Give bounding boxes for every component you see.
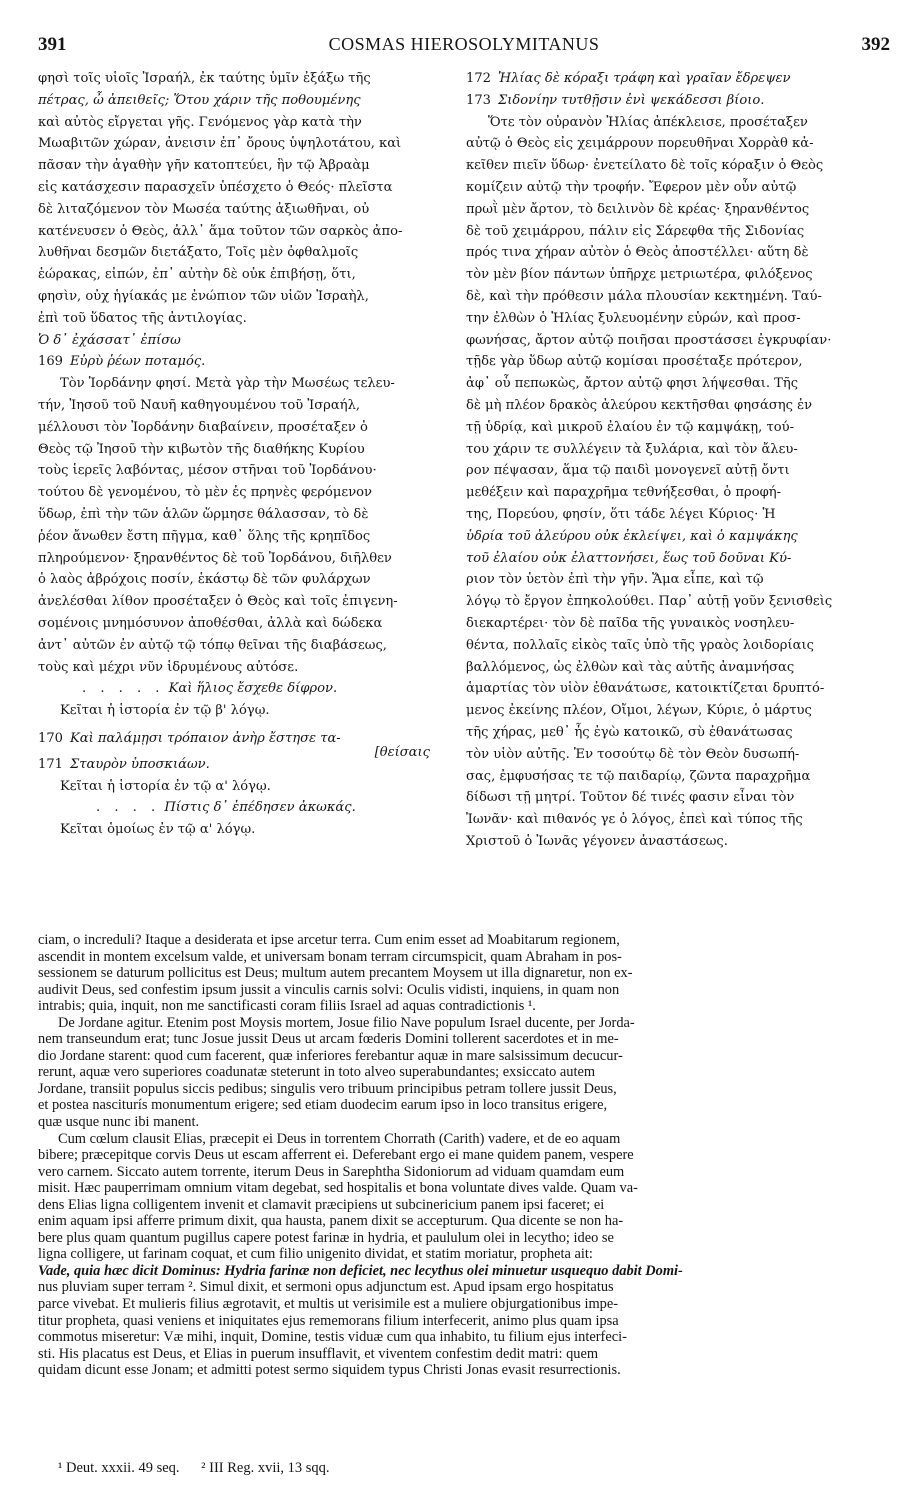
text-line: αὐτῷ ὁ Θεὸς εἰς χειμάρρουν πορευθῆναι Χορρὰθ κἀ- bbox=[466, 136, 814, 152]
text-line: πρωῒ μὲν ἄρτον, τὸ δειλινὸν δὲ κρέας· ξηρανθέντος bbox=[466, 201, 810, 217]
verse-number: 171 bbox=[38, 756, 63, 772]
text-line: λυθῆναι δεσμῶν διετάξατο, Τοῖς μὲν ὀφθαλμοῖς bbox=[38, 245, 359, 261]
text-line: Jordane, transiit populus siccis pedibus; singulis vero tribuum principibus petram tollere jussit Deus, bbox=[38, 1080, 617, 1097]
page-number-right: 392 bbox=[861, 34, 890, 55]
text-line: ἁμαρτίας τὸν υἱὸν ἐθανάτωσε, κατοικτίζεται δρυπτό- bbox=[466, 681, 825, 697]
text-line: ἀφ᾽ οὗ πεπωκὼς, ἄρτον αὐτῷ φησι λήψεσθαι. Τῆς bbox=[466, 376, 799, 392]
source-note: Κεῖται ἡ ἱστορία ἐν τῷ α' λόγῳ. bbox=[60, 778, 271, 794]
latin-paragraph-2 bbox=[38, 1015, 890, 1131]
text-line: Cum cœlum clausit Elias, præcepit ei Deus in torrentem Chorrath (Carith) vadere, et de eo aquam bbox=[58, 1130, 621, 1147]
verse-173 bbox=[466, 90, 886, 112]
ellipsis-dots: . . . . bbox=[96, 800, 161, 816]
text-line: τὸν υἱὸν αὐτῆς. Ἐν τοσούτῳ δὲ τὸν Θεὸν δυσωπή- bbox=[466, 746, 800, 762]
latin-paragraph-1 bbox=[38, 932, 890, 1015]
text-line: quæ usque nunc ibi manent. bbox=[38, 1114, 200, 1131]
text-line: parce vivebat. Et mulieris filius ægrotavit, et multis ut verisimile est a muliere objurgationibus impe- bbox=[38, 1296, 619, 1313]
text-line: ligna colligere, ut farinam coquat, et cum filio unigenito dividat, et statim moriatur, propheta ait: bbox=[38, 1246, 593, 1263]
text-line: φωνήσας, ἄρτον αὐτῷ ποιῆσαι προστάσσει ἐγκρυφίαν· bbox=[466, 332, 832, 348]
text-line: Vade, quia hæc dicit Dominus: Hydria farinæ non deficiet, nec lecythus olei minuetur usquequo dabit Domi- bbox=[38, 1262, 683, 1279]
page-number-left: 391 bbox=[38, 34, 67, 55]
text-line: ὑδρία τοῦ ἀλεύρου οὐκ ἐκλείψει, καὶ ὁ καμψάκης bbox=[466, 528, 798, 544]
verse-quote: Ὁ δ᾽ ἐχάσσατ᾽ ἐπίσω bbox=[38, 332, 181, 348]
text-line: τούτου δὲ γενομένου, τὸ μὲν ἐς πρηνὲς φερόμενον bbox=[38, 485, 373, 501]
text-line: intrabis; quia, inquit, non me sanctificasti coram filiis Israel ad aquas contradictionis ¹. bbox=[38, 998, 536, 1015]
text-line: σας, ἐμφυσήσας τε τῷ παιδαρίῳ, ζῶντα παραχρῆμα bbox=[466, 768, 811, 784]
text-line: τοῦ ἐλαίου οὐκ ἐλαττονήσει, ἕως τοῦ δοῦναι Κύ- bbox=[466, 550, 792, 566]
text-line: ἀνελέσθαι λίθον προσέταξεν ὁ Θεὸς καὶ τοῖς ἐπιγενη- bbox=[38, 594, 398, 610]
footnote-2: ² III Reg. xvii, 13 sqq. bbox=[201, 1460, 330, 1476]
text-line: ῥέον ἄνωθεν ἔστη πῆγμα, καθ᾽ ὅλης τῆς κρηπῖδος bbox=[38, 528, 371, 544]
verse-text: Σταυρὸν ὑποσκιάων. bbox=[70, 756, 210, 772]
text-line: λόγῳ τὸ ἔργον ἐπηκολούθει. Παρ᾽ αὐτῇ γοῦν ξενισθεὶς bbox=[466, 594, 833, 610]
text-line: τοὺς ἱερεῖς λαβόντας, μέσον στῆναι τοῦ Ἰορδάνου· bbox=[38, 463, 377, 479]
text-line: nus pluviam super terram ². Simul dixit, et sermoni opus adjunctum est. Apud ipsam ergo hospitatus bbox=[38, 1279, 614, 1296]
greek-column-right bbox=[466, 68, 886, 853]
verse-number: 173 bbox=[466, 92, 491, 108]
right-paragraph bbox=[466, 112, 886, 853]
text-line: κατένευσεν ὁ Θεὸς, ἀλλ᾽ ἅμα τοῦτον τῶν σαρκὸς ἀπο- bbox=[38, 223, 403, 239]
text-line: θέντα, πολλαῖς εἰκὸς ταῖς ὑπὸ τῆς γραὸς λοιδορίαις bbox=[466, 637, 814, 653]
text-line: ὁ λαὸς ἀβρόχοις ποσίν, ἑκάστῳ δὲ τῶν φυλάρχων bbox=[38, 572, 371, 588]
text-line: sti. His placatus est Deus, et Elias in puerum insufflavit, et viventem confestim dedit matri: quem bbox=[38, 1345, 599, 1362]
left-paragraph-2 bbox=[38, 373, 438, 678]
text-line: καὶ αὐτὸς εἴργεται γῆς. Γενόμενος γὰρ κατὰ τὴν bbox=[38, 114, 362, 130]
text-line: dens Elias ligna colligentem invenit et clamavit præcipiens ut subcinericium panem ipsi faceret; ei bbox=[38, 1196, 605, 1213]
verse-continuation: [θείσαις bbox=[374, 744, 430, 760]
text-line: δὲ, καὶ τὴν πρόθεσιν μάλα πλουσίαν κεκτημένη. Ταύ- bbox=[466, 288, 822, 304]
text-line: Μωαβιτῶν χώραν, ἀνεισιν ἐπ᾽ ὄρους ὑψηλοτάτου, καὶ bbox=[38, 136, 402, 152]
footnote-1: ¹ Deut. xxxii. 49 seq. bbox=[58, 1460, 180, 1476]
text-line: τήν, Ἰησοῦ τοῦ Ναυῆ καθηγουμένου τοῦ Ἰσραήλ, bbox=[38, 397, 361, 413]
text-line: bere plus quam quantum pugillus capere potest farinæ in hydria, et paululum olei in lecytho; ideo se bbox=[38, 1229, 614, 1246]
verse-text: Ἠλίας δὲ κόραξι τράφη καὶ γραῖαν ἔδρεψεν bbox=[498, 71, 791, 86]
text-line: τῆς χήρας, μεθ᾽ ἧς ἐγὼ κατοικῶ, σὺ ἐθανάτωσας bbox=[466, 724, 793, 740]
text-line: πρός τινα χήραν αὐτὸν ὁ Θεὸς ἀποστέλλει· αὕτη δὲ bbox=[466, 245, 809, 261]
text-line: rerunt, aquæ vero superiores coadunatæ steterunt in toto alveo superabundantes; exsiccato autem bbox=[38, 1064, 596, 1081]
text-line: δὲ μὴ πλέον δρακὸς ἀλεύρου κεκτῆσθαι φησάσης ἐν bbox=[466, 397, 813, 413]
text-line: μενος ἐκείνης πλέον, Οἴμοι, λέγων, Κύριε, ὁ μάρτυς bbox=[466, 703, 812, 719]
text-line: κομίζειν αὐτῷ τὴν τροφήν. Ἔφερον μὲν οὖν αὐτῷ bbox=[466, 179, 797, 195]
text-line: πᾶσαν τὴν ἀγαθὴν γῆν κατοπτεύει, ἣν τῷ Ἀβραὰμ bbox=[38, 158, 370, 174]
running-head bbox=[38, 34, 890, 56]
verse-169 bbox=[38, 351, 438, 373]
text-line: Ὅτε τὸν οὐρανὸν Ἠλίας ἀπέκλεισε, προσέταξεν bbox=[488, 114, 808, 130]
text-line: σομένοις μνημόσυνον ἀποθέσθαι, ἀλλὰ καὶ δώδεκα bbox=[38, 615, 383, 631]
text-line: bibere; præcepitque corvis Deus ut escam afferrent ei. Deferebant ergo ei mane quidem panem, vespere bbox=[38, 1147, 634, 1164]
source-note: Κεῖται ἡ ἱστορία ἐν τῷ β' λόγῳ. bbox=[60, 703, 270, 719]
text-line: commotus miseretur: Væ mihi, inquit, Domine, testis viduæ cum qua inhabito, tu filium ejus interfeci- bbox=[38, 1329, 627, 1346]
footnotes bbox=[58, 1460, 348, 1477]
verse-number: 172 bbox=[466, 71, 491, 86]
text-line: De Jordane agitur. Etenim post Moysis mortem, Josue filio Nave populum Israel ducente, per Jorda- bbox=[58, 1014, 635, 1031]
ellipsis-dots: . . . . . bbox=[82, 681, 165, 697]
text-line: βαλλόμενος, ὡς ἐλθὼν καὶ τὰς αὐτῆς ἀναμνήσας bbox=[466, 659, 795, 675]
text-line: πληρούμενον· ξηρανθέντος δὲ τοῦ Ἰορδάνου, διῆλθεν bbox=[38, 550, 392, 566]
text-line: φησὶ τοῖς υἱοῖς Ἰσραήλ, ἐκ ταύτης ὑμῖν ἐξάξω τῆς bbox=[38, 71, 371, 86]
text-line: et postea nasciturís monumentum erigere; sed etiam duodecim earum ipso in loco transitus erigere, bbox=[38, 1097, 608, 1114]
verse-number: 170 bbox=[38, 730, 63, 746]
text-line: enim aquam ipsi afferre primum dixit, qua hausta, panem dixit se accepturum. Qua dicente se non ha- bbox=[38, 1213, 624, 1230]
verse-number: 169 bbox=[38, 354, 63, 370]
verse-text: Καὶ παλάμῃσι τρόπαιον ἀνὴρ ἔστησε τα- bbox=[70, 730, 341, 746]
running-title: COSMAS HIEROSOLYMITANUS bbox=[328, 34, 600, 54]
text-line: vero carnem. Siccato autem torrente, iterum Deus in Sarephtha Sidoniorum ad viduam quamdam eum bbox=[38, 1163, 625, 1180]
text-line: φησὶν, οὐχ ἡγίακάς με ἐνώπιον τῶν υἱῶν Ἰσραὴλ, bbox=[38, 288, 369, 304]
text-line: διεκαρτέρει· τὸν δὲ παῖδα τῆς γυναικὸς νοσηλευ- bbox=[466, 615, 795, 631]
text-line: Τὸν Ἰορδάνην φησί. Μετὰ γὰρ τὴν Μωσέως τελευ- bbox=[60, 376, 395, 392]
text-line: τῇδε γὰρ ὕδωρ αὐτῷ κομίσαι προσέταξε πρότερον, bbox=[466, 354, 803, 370]
text-line: ὕδωρ, ἐπὶ τὴν τῶν ἁλῶν ὥρμησε θάλασσαν, τὸ δὲ bbox=[38, 506, 369, 522]
text-line: ascendit in montem excelsum valde, et universam bonam terram circumspicit, quam Abraham in pos- bbox=[38, 948, 622, 965]
verse-text: Σιδονίην τυτθῇσιν ἐνὶ ψεκάδεσσι βίοιο. bbox=[498, 92, 765, 108]
verse-text: Εὐρὺ ῥέων ποταμός. bbox=[70, 354, 206, 370]
source-note: Κεῖται ὁμοίως ἐν τῷ α' λόγῳ. bbox=[60, 822, 256, 838]
text-line: Ἰωνᾶν· καὶ πιθανός γε ὁ λόγος, ἐπεὶ καὶ τύπος τῆς bbox=[466, 812, 803, 828]
text-line: nem transeundum erat; tunc Josue jussit Deus ut arcam fœderis Domini tollerent sacerdotes et in me- bbox=[38, 1031, 619, 1048]
text-line: εἰς κατάσχεσιν παρασχεῖν ὑπέσχετο ὁ Θεός· πλεῖστα bbox=[38, 179, 393, 195]
left-paragraph-1 bbox=[38, 68, 438, 330]
text-line: του χάριν τε συλλέγειν τὰ ξυλάρια, καὶ τὸν ἄλευ- bbox=[466, 441, 798, 457]
text-line: δὲ τοῦ χειμάρρου, πάλιν εἰς Σάρεφθα τῆς Σιδονίας bbox=[466, 223, 805, 239]
text-line: δὲ λιταζόμενον τὸν Μωσέα ταύτης ἀξιωθῆναι, οὐ bbox=[38, 201, 370, 217]
text-line: titur propheta, quasi veniens et iniquitates ejus rememorans filium interfecerit, animo plus quam ipsa bbox=[38, 1312, 619, 1329]
text-line: δίδωσι τῇ μητρί. Τοῦτον δέ τινές φασιν εἶναι τὸν bbox=[466, 790, 795, 806]
text-line: ρον πέψασαν, ἅμα τῷ παιδὶ μονογενεῖ αὐτῇ ὄντι bbox=[466, 463, 790, 479]
text-line: μεθέξειν καὶ παραχρῆμα τεθνήξεσθαι, ὁ προφή- bbox=[466, 485, 782, 501]
verse-quote-line bbox=[38, 797, 438, 819]
text-line: Χριστοῦ ὁ Ἰωνᾶς γέγονεν ἀναστάσεως. bbox=[466, 833, 728, 849]
text-line: κεῖθεν πιεῖν ὕδωρ· ἐνετείλατο δὲ τοῖς κόραξιν ὁ Θεὸς bbox=[466, 158, 824, 174]
text-line: ciam, o increduli? Itaque a desiderata et ipse arcetur terra. Cum enim esset ad Moabitarum regionem, bbox=[38, 932, 620, 948]
text-line: τὸν μὲν βίον πάντων ὑπῆρχε μετριωτέρα, φιλόξενος bbox=[466, 267, 813, 283]
verse-172 bbox=[466, 68, 886, 90]
greek-column-left bbox=[38, 68, 438, 841]
verse-quote: Καὶ ἥλιος ἔσχεθε δίφρον. bbox=[168, 681, 338, 697]
latin-paragraph-3 bbox=[38, 1131, 890, 1379]
text-line: misit. Hæc pauperrimam omnium vitam degebat, sed hospitalis et bona voluntate dives valde. Quam va- bbox=[38, 1180, 638, 1197]
text-line: Θεὸς τῷ Ἰησοῦ τὴν κιβωτὸν τῆς διαθήκης Κυρίου bbox=[38, 441, 365, 457]
text-line: της, Πορεύου, φησίν, ὅτι τάδε λέγει Κύριος· Ἡ bbox=[466, 506, 776, 522]
text-line: μέλλουσι τὸν Ἰορδάνην διαβαίνειν, προσέταξεν ὁ bbox=[38, 419, 368, 435]
text-line: audivit Deus, sed confestim ipsum jussit a vinculis carnis solvi: Oculis vidisti, inquiens, in quam non bbox=[38, 981, 620, 998]
latin-translation bbox=[38, 932, 890, 1379]
verse-quote-line bbox=[38, 678, 438, 700]
text-line: ἀντ᾽ αὐτῶν ἐν αὐτῷ τῷ τόπῳ θεῖναι τῆς διαβάσεως, bbox=[38, 637, 387, 653]
text-line: ριον τὸν ὑετὸν ἐπὶ τὴν γῆν. Ἅμα εἶπε, καὶ τῷ bbox=[466, 572, 764, 588]
text-line: dio Jordane starent: quod cum facerent, quæ inferiores ferebantur aquæ in mare salsissimum decucur- bbox=[38, 1047, 623, 1064]
text-line: τοὺς καὶ μέχρι νῦν ἱδρυμένους αὐτόσε. bbox=[38, 659, 299, 675]
text-line: την ἐλθὼν ὁ Ἠλίας ξυλευομένην εὑρών, καὶ προσ- bbox=[466, 310, 801, 326]
text-line: quidam dicunt esse Jonam; et admitti potest sermo siquidem typus Christi Jonas evasit resurrectionis. bbox=[38, 1362, 621, 1379]
text-line: ἐπὶ τοῦ ὕδατος τῆς ἀντιλογίας. bbox=[38, 310, 247, 326]
text-line: τῇ ὑδρίᾳ, καὶ μικροῦ ἐλαίου ἐν τῷ καμψάκῃ, τού- bbox=[466, 419, 794, 435]
text-line: πέτρας, ὦ ἀπειθεῖς; Ὅτου χάριν τῆς ποθουμένης bbox=[38, 92, 361, 108]
verse-quote: Πίστις δ᾽ ἐπέδησεν ἀκωκάς. bbox=[164, 800, 356, 816]
text-line: sessionem se daturum pollicitus est Deus; multum autem precantem Moysem ut illa dignaretur, non ex- bbox=[38, 965, 633, 982]
text-line: ἑώρακας, εἰπών, ἐπ᾽ αὐτὴν δὲ οὐκ ἐπιβήσῃ, ὅτι, bbox=[38, 267, 356, 283]
